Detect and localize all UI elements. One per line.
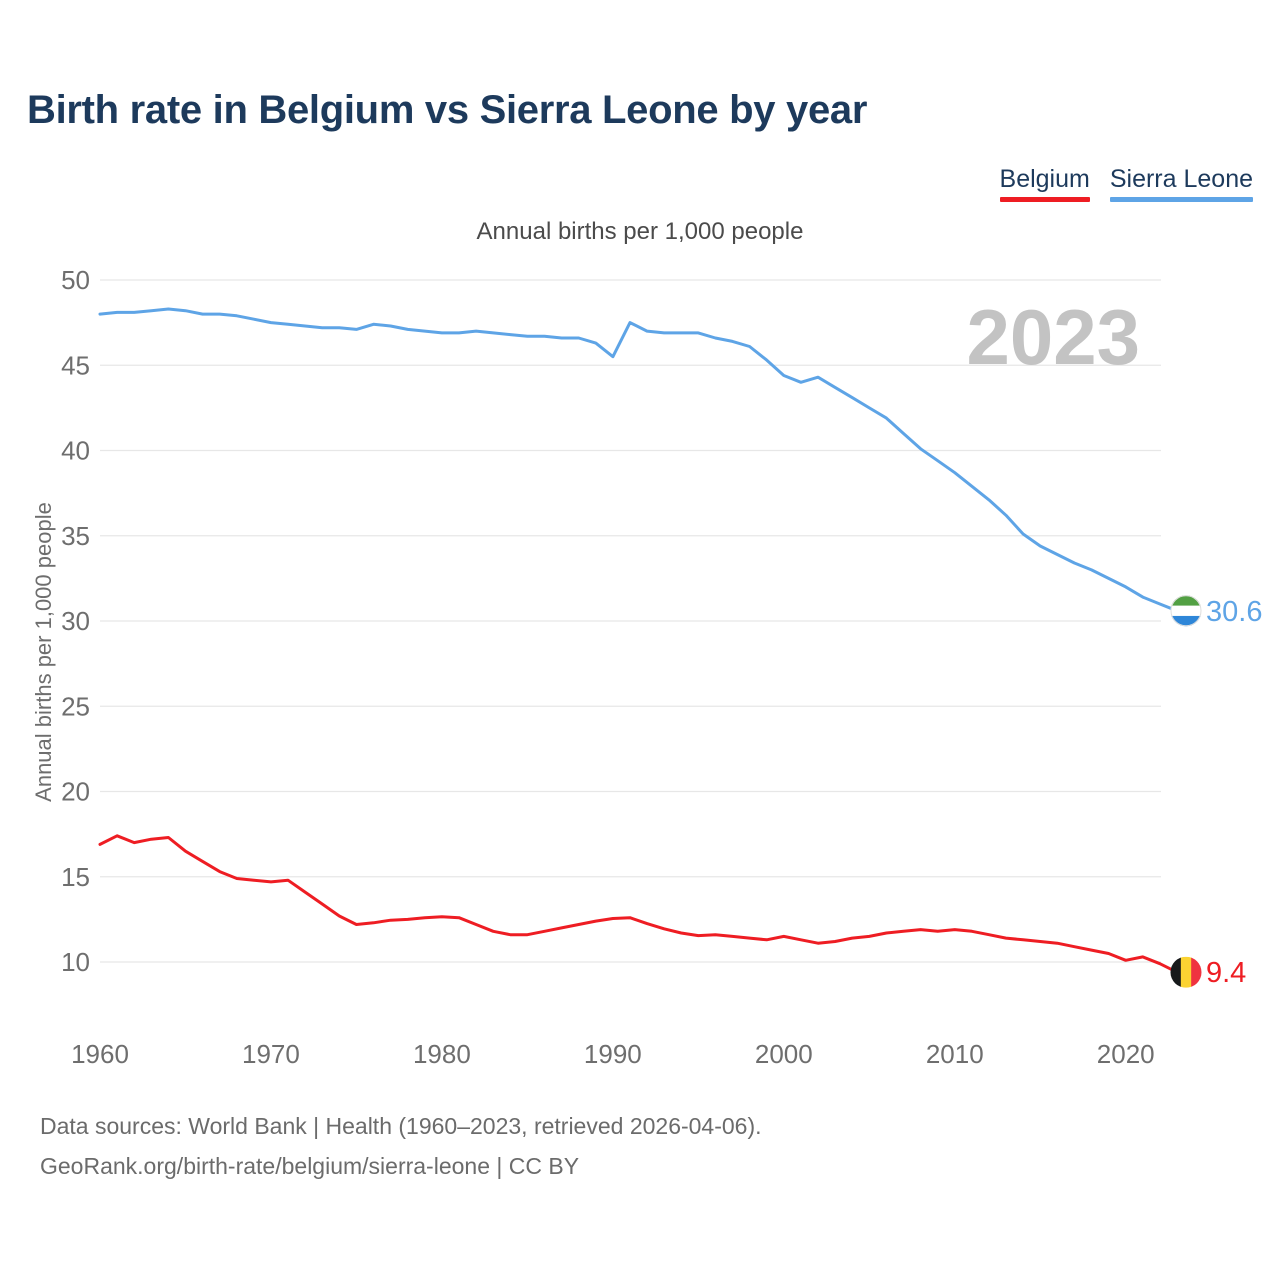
x-tick-label-2020: 2020 <box>1096 1039 1155 1069</box>
x-tick-label-2010: 2010 <box>925 1039 984 1069</box>
x-tick-label-1960: 1960 <box>71 1039 129 1069</box>
y-tick-label-45: 45 <box>61 350 90 381</box>
x-tick-label-1970: 1970 <box>242 1039 300 1069</box>
y-tick-label-25: 25 <box>61 691 90 722</box>
legend-label-sierra-leone: Sierra Leone <box>1109 165 1253 193</box>
belgium-end-value-label: 9.4 <box>1206 957 1247 990</box>
x-tick-label-1990: 1990 <box>583 1039 642 1069</box>
x-tick-label-1980: 1980 <box>412 1039 471 1069</box>
y-tick-label-15: 15 <box>61 861 90 892</box>
y-tick-label-30: 30 <box>61 606 90 636</box>
y-tick-label-35: 35 <box>61 520 90 551</box>
y-tick-label-50: 50 <box>61 265 90 295</box>
footer-data-sources: Data sources: World Bank | Health (1960–2023, retrieved 2026-04-06). <box>40 1113 762 1139</box>
watermark-year: 2023 <box>966 293 1140 381</box>
belgium-flag-icon <box>1171 957 1203 988</box>
page-title: Birth rate in Belgium vs Sierra Leone by year <box>27 88 868 132</box>
y-axis-label: Annual births per 1,000 people <box>31 502 56 802</box>
footer-attribution: GeoRank.org/birth-rate/belgium/sierra-leone | CC BY <box>40 1153 580 1179</box>
sierra-leone-end-value-label: 30.6 <box>1206 595 1263 628</box>
x-tick-label-2000: 2000 <box>754 1039 813 1069</box>
belgium-line-series <box>100 836 1177 972</box>
y-tick-label-40: 40 <box>61 435 90 466</box>
legend-label-belgium: Belgium <box>999 165 1090 193</box>
footer <box>40 1106 762 1186</box>
y-tick-label-20: 20 <box>61 776 90 807</box>
y-tick-label-10: 10 <box>61 947 90 977</box>
chart-subtitle: Annual births per 1,000 people <box>476 218 804 245</box>
